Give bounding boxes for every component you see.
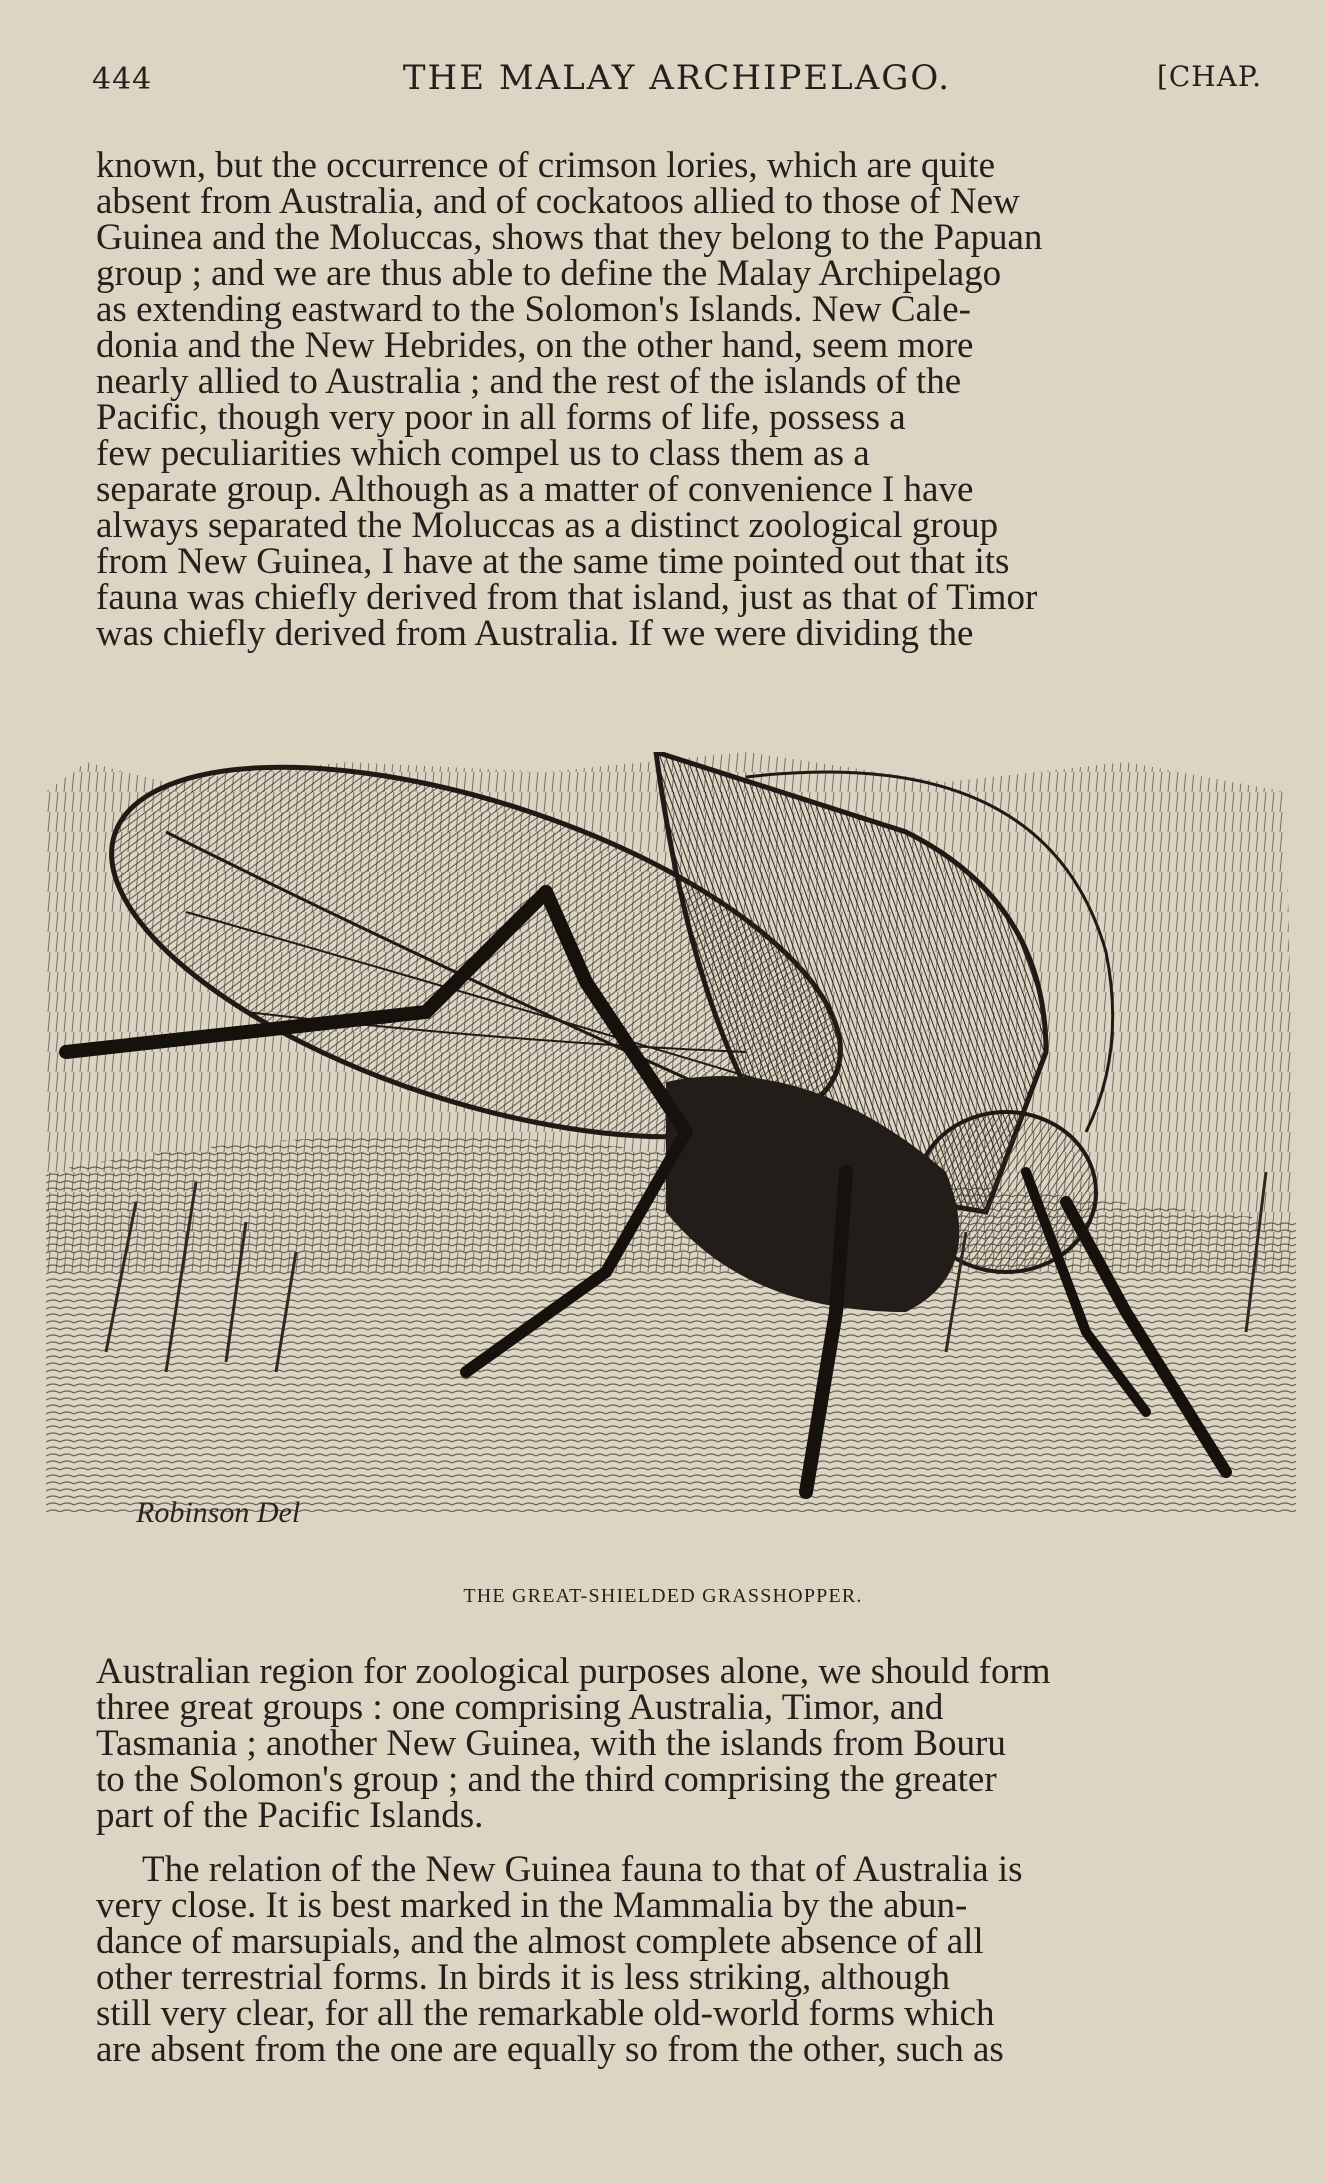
running-title: THE MALAY ARCHIPELAGO. (402, 58, 952, 98)
figure-caption: THE GREAT-SHIELDED GRASSHOPPER. (463, 1585, 863, 1607)
text-line: always separated the Moluccas as a distinct zoological group (96, 505, 999, 546)
text-line: absent from Australia, and of cockatoos allied to those of New (96, 181, 1020, 222)
text-line: three great groups : one comprising Australia, Timor, and (96, 1687, 944, 1728)
text-line: very close. It is best marked in the Mammalia by the abun- (96, 1885, 968, 1926)
text-line: from New Guinea, I have at the same time pointed out that its (96, 541, 1010, 582)
text-line: Tasmania ; another New Guinea, with the islands from Bouru (96, 1723, 1006, 1764)
text-line: known, but the occurrence of crimson lories, which are quite (96, 145, 996, 186)
text-line: separate group. Although as a matter of convenience I have (96, 469, 974, 510)
text-line: part of the Pacific Islands. (96, 1795, 484, 1836)
text-line: are absent from the one are equally so from the other, such as (96, 2029, 1004, 2070)
engraving-illustration (46, 752, 1300, 1542)
paragraph-continued (96, 1651, 1262, 1836)
text-line: still very clear, for all the remarkable old-world forms which (96, 1993, 995, 2034)
chapter-marker: [CHAP. (1156, 60, 1262, 93)
text-line: The relation of the New Guinea fauna to that of Australia is (142, 1849, 1023, 1890)
text-line: fauna was chiefly derived from that island, just as that of Timor (96, 577, 1038, 618)
text-line: to the Solomon's group ; and the third comprising the greater (96, 1759, 997, 1800)
paragraph-new-guinea (96, 1849, 1262, 2070)
text-line: nearly allied to Australia ; and the rest of the islands of the (96, 361, 962, 402)
text-line: Australian region for zoological purposes alone, we should form (96, 1651, 1051, 1692)
artist-signature: Robinson Del (136, 1496, 301, 1529)
text-line: dance of marsupials, and the almost complete absence of all (96, 1921, 984, 1962)
running-header (92, 58, 1262, 104)
paragraph-top (96, 145, 1262, 654)
text-line: Guinea and the Moluccas, shows that they belong to the Papuan (96, 217, 1043, 258)
text-line: donia and the New Hebrides, on the other hand, seem more (96, 325, 974, 366)
text-line: Pacific, though very poor in all forms of life, possess a (96, 397, 906, 438)
text-line: few peculiarities which compel us to class them as a (96, 433, 870, 474)
grasshopper-engraving (46, 752, 1300, 1542)
text-line: other terrestrial forms. In birds it is less striking, although (96, 1957, 950, 1998)
page-number: 444 (92, 62, 153, 97)
text-line: as extending eastward to the Solomon's Islands. New Cale- (96, 289, 971, 330)
text-line: group ; and we are thus able to define the Malay Archipelago (96, 253, 1002, 294)
text-line: was chiefly derived from Australia. If we were dividing the (96, 613, 974, 654)
